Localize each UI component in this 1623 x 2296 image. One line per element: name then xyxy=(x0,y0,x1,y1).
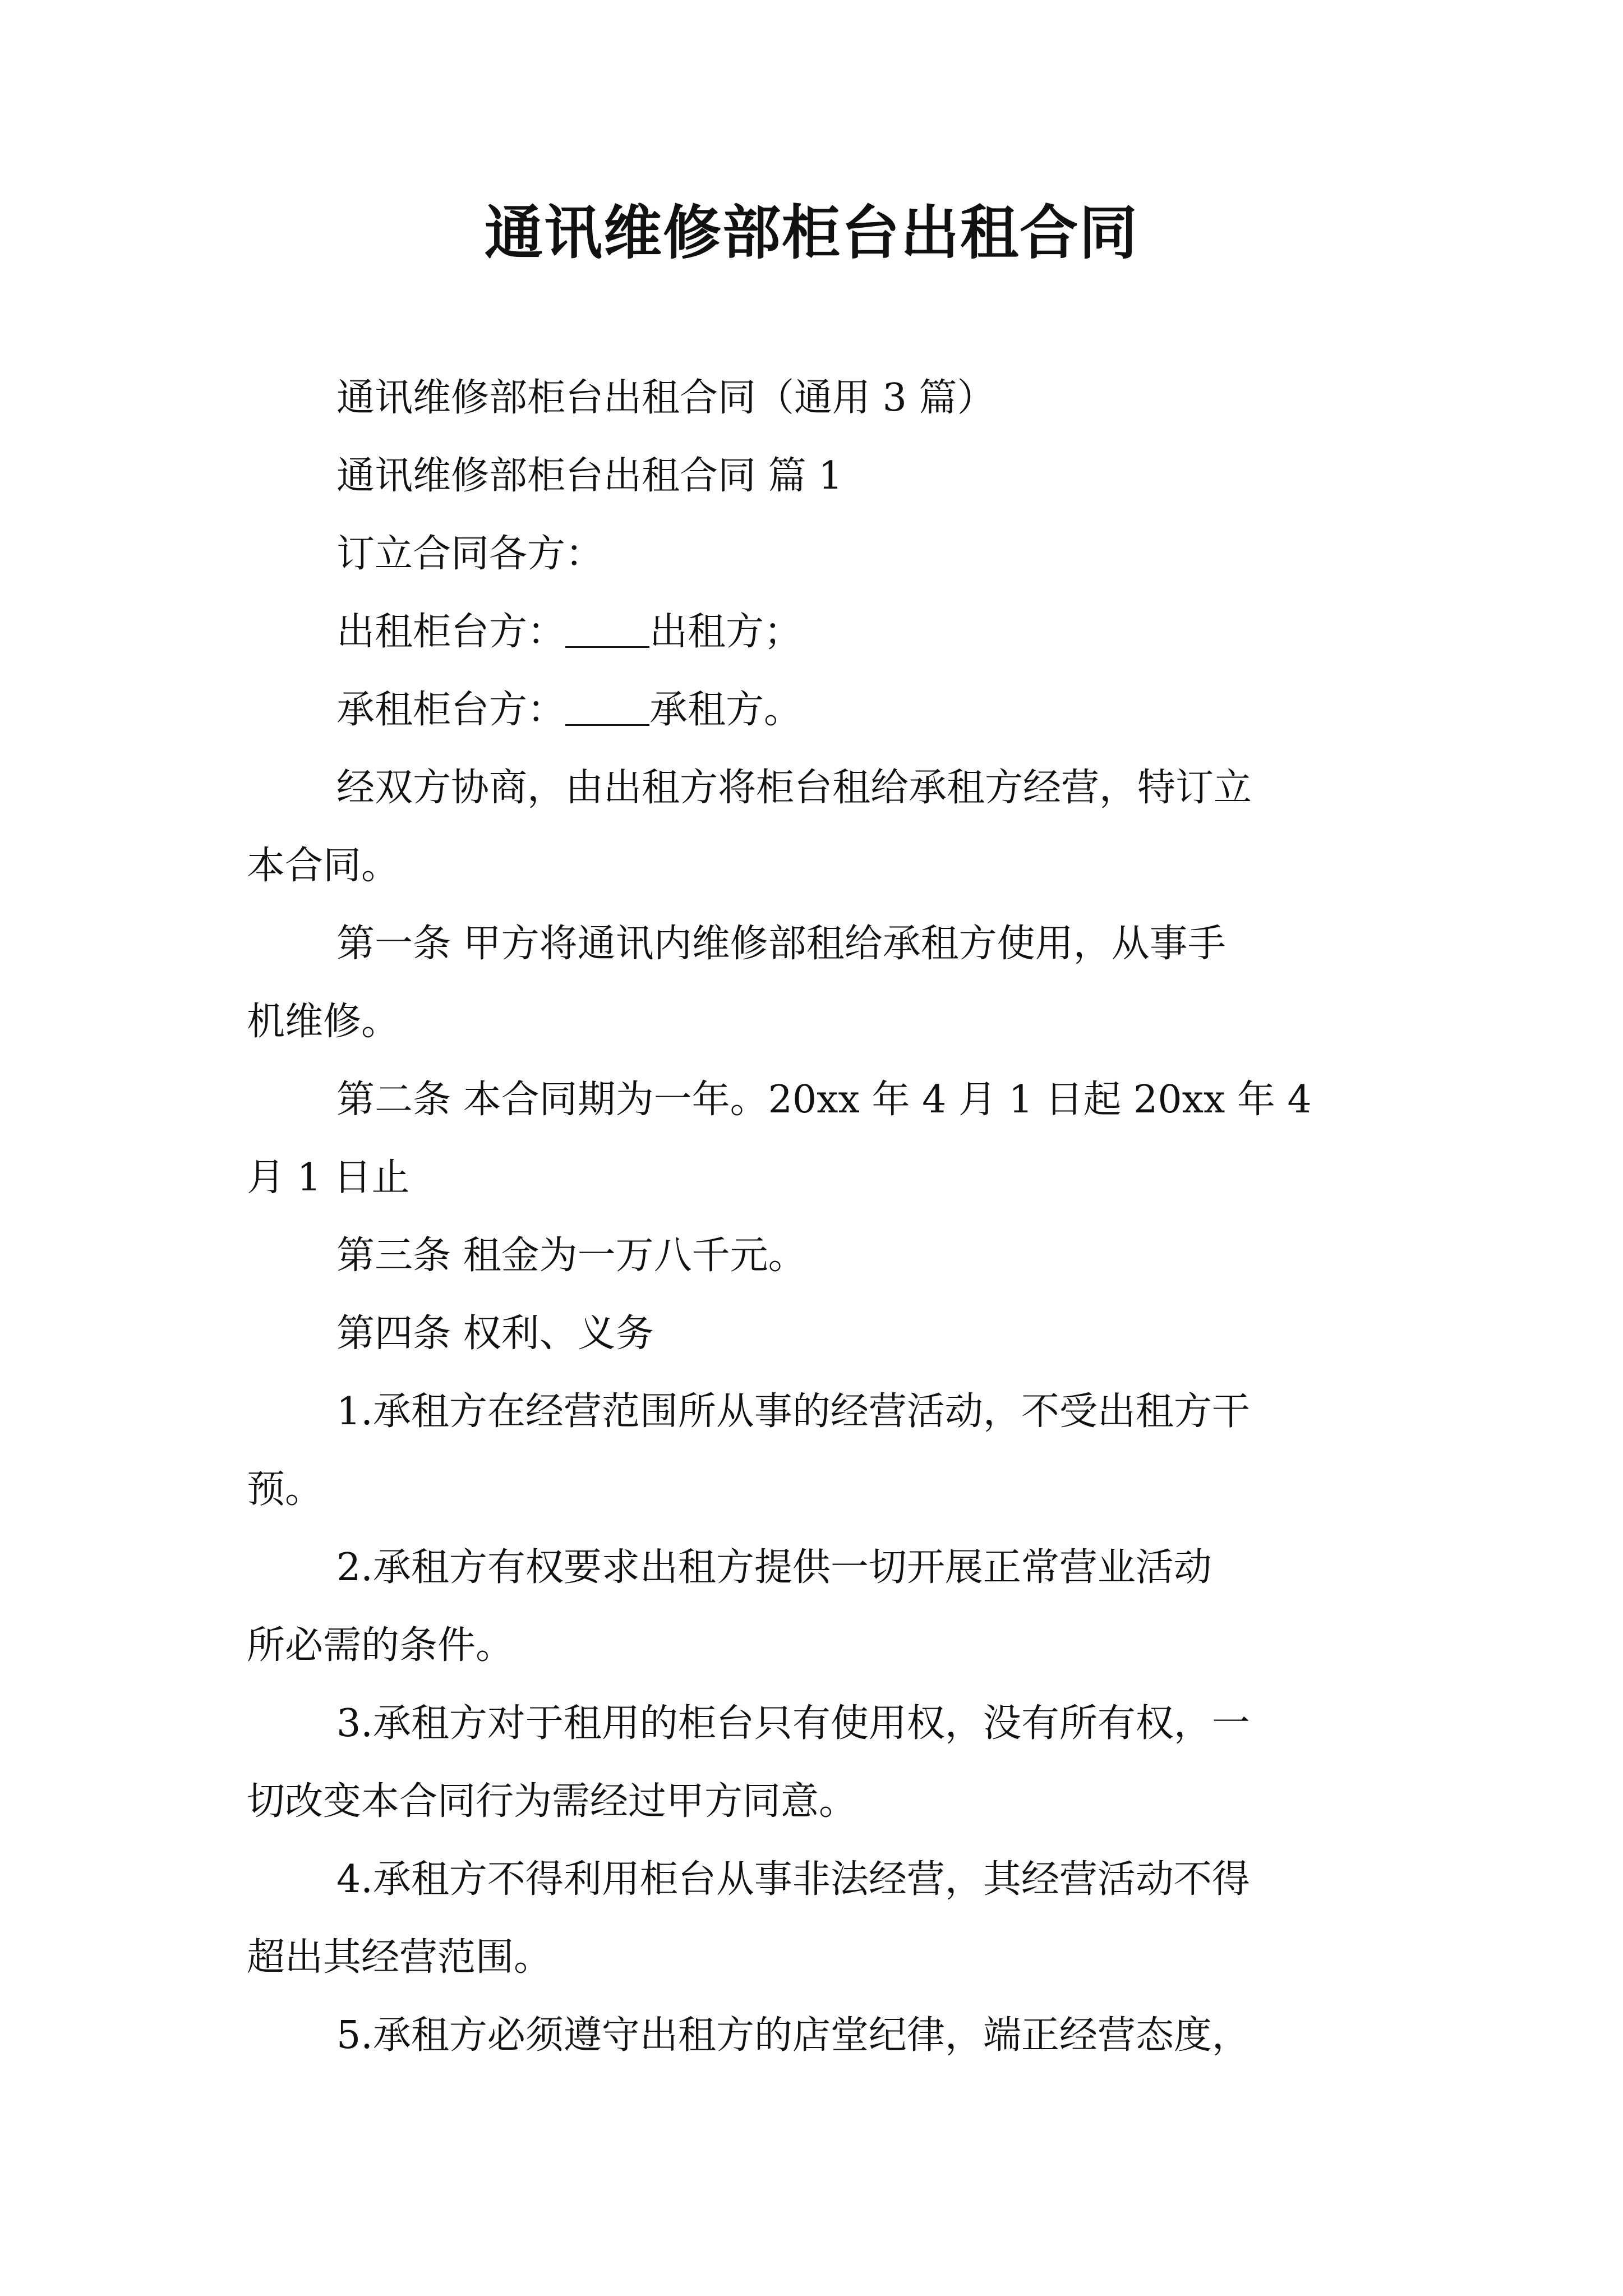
article-4 xyxy=(247,1295,1380,1373)
paragraph-line: 第一条 甲方将通讯内维修部租给承租方使用，从事手 xyxy=(336,922,1226,966)
paragraph-line: 超出其经营范围。 xyxy=(247,1935,552,1980)
paragraph-text: 通讯维修部柜台出租合同 篇 1 xyxy=(336,454,843,498)
subtitle-line xyxy=(247,359,1380,437)
paragraph-line: 1.承租方在经营范围所从事的经营活动，不受出租方干 xyxy=(336,1389,1250,1434)
clause-4 xyxy=(247,1841,1380,1996)
lessor-line xyxy=(247,593,1380,671)
paragraph xyxy=(247,749,1380,905)
article-3 xyxy=(247,1217,1380,1295)
lessor-label: 出租柜台方： xyxy=(336,610,566,654)
paragraph-line: 经双方协商，由出租方将柜台租给承租方经营，特订立 xyxy=(336,766,1252,810)
paragraph-text: 通讯维修部柜台出租合同（通用 3 篇） xyxy=(336,376,995,420)
paragraph-line: 4.承租方不得利用柜台从事非法经营，其经营活动不得 xyxy=(336,1857,1250,1902)
lessor-suffix: 出租方； xyxy=(649,610,803,654)
clause-3 xyxy=(247,1685,1380,1841)
paragraph-line: 2.承租方有权要求出租方提供一切开展正常营业活动 xyxy=(336,1545,1212,1590)
clause-2 xyxy=(247,1529,1380,1685)
document-title: 通讯维修部柜台出租合同 xyxy=(484,199,1138,267)
lessor-blank-field xyxy=(565,613,649,648)
paragraph-line: 月 1 日止 xyxy=(247,1156,410,1200)
document-body xyxy=(247,359,1380,2074)
paragraph-line: 第二条 本合同期为一年。20xx 年 4 月 1 日起 20xx 年 4 xyxy=(336,1078,1312,1122)
parties-heading xyxy=(247,515,1380,593)
section-heading xyxy=(247,437,1380,515)
paragraph-text: 第三条 租金为一万八千元。 xyxy=(336,1234,806,1278)
lessee-suffix: 承租方。 xyxy=(649,688,803,732)
article-2 xyxy=(247,1061,1380,1217)
clause-1 xyxy=(247,1373,1380,1529)
paragraph-line: 3.承租方对于租用的柜台只有使用权，没有所有权，一 xyxy=(336,1701,1250,1746)
paragraph-line: 所必需的条件。 xyxy=(247,1623,514,1668)
paragraph-line: 切改变本合同行为需经过甲方同意。 xyxy=(247,1779,857,1824)
paragraph-text: 订立合同各方： xyxy=(336,532,604,576)
paragraph-text: 第四条 权利、义务 xyxy=(336,1312,654,1356)
paragraph-text: 5.承租方必须遵守出租方的店堂纪律，端正经营态度， xyxy=(336,2013,1250,2058)
paragraph-line: 预。 xyxy=(247,1467,324,1512)
clause-5 xyxy=(247,1996,1380,2074)
lessee-label: 承租柜台方： xyxy=(336,688,566,732)
article-1 xyxy=(247,905,1380,1061)
lessee-blank-field xyxy=(565,691,649,726)
lessee-line xyxy=(247,671,1380,749)
paragraph-line: 本合同。 xyxy=(247,844,400,888)
paragraph-line: 机维修。 xyxy=(247,1000,400,1044)
